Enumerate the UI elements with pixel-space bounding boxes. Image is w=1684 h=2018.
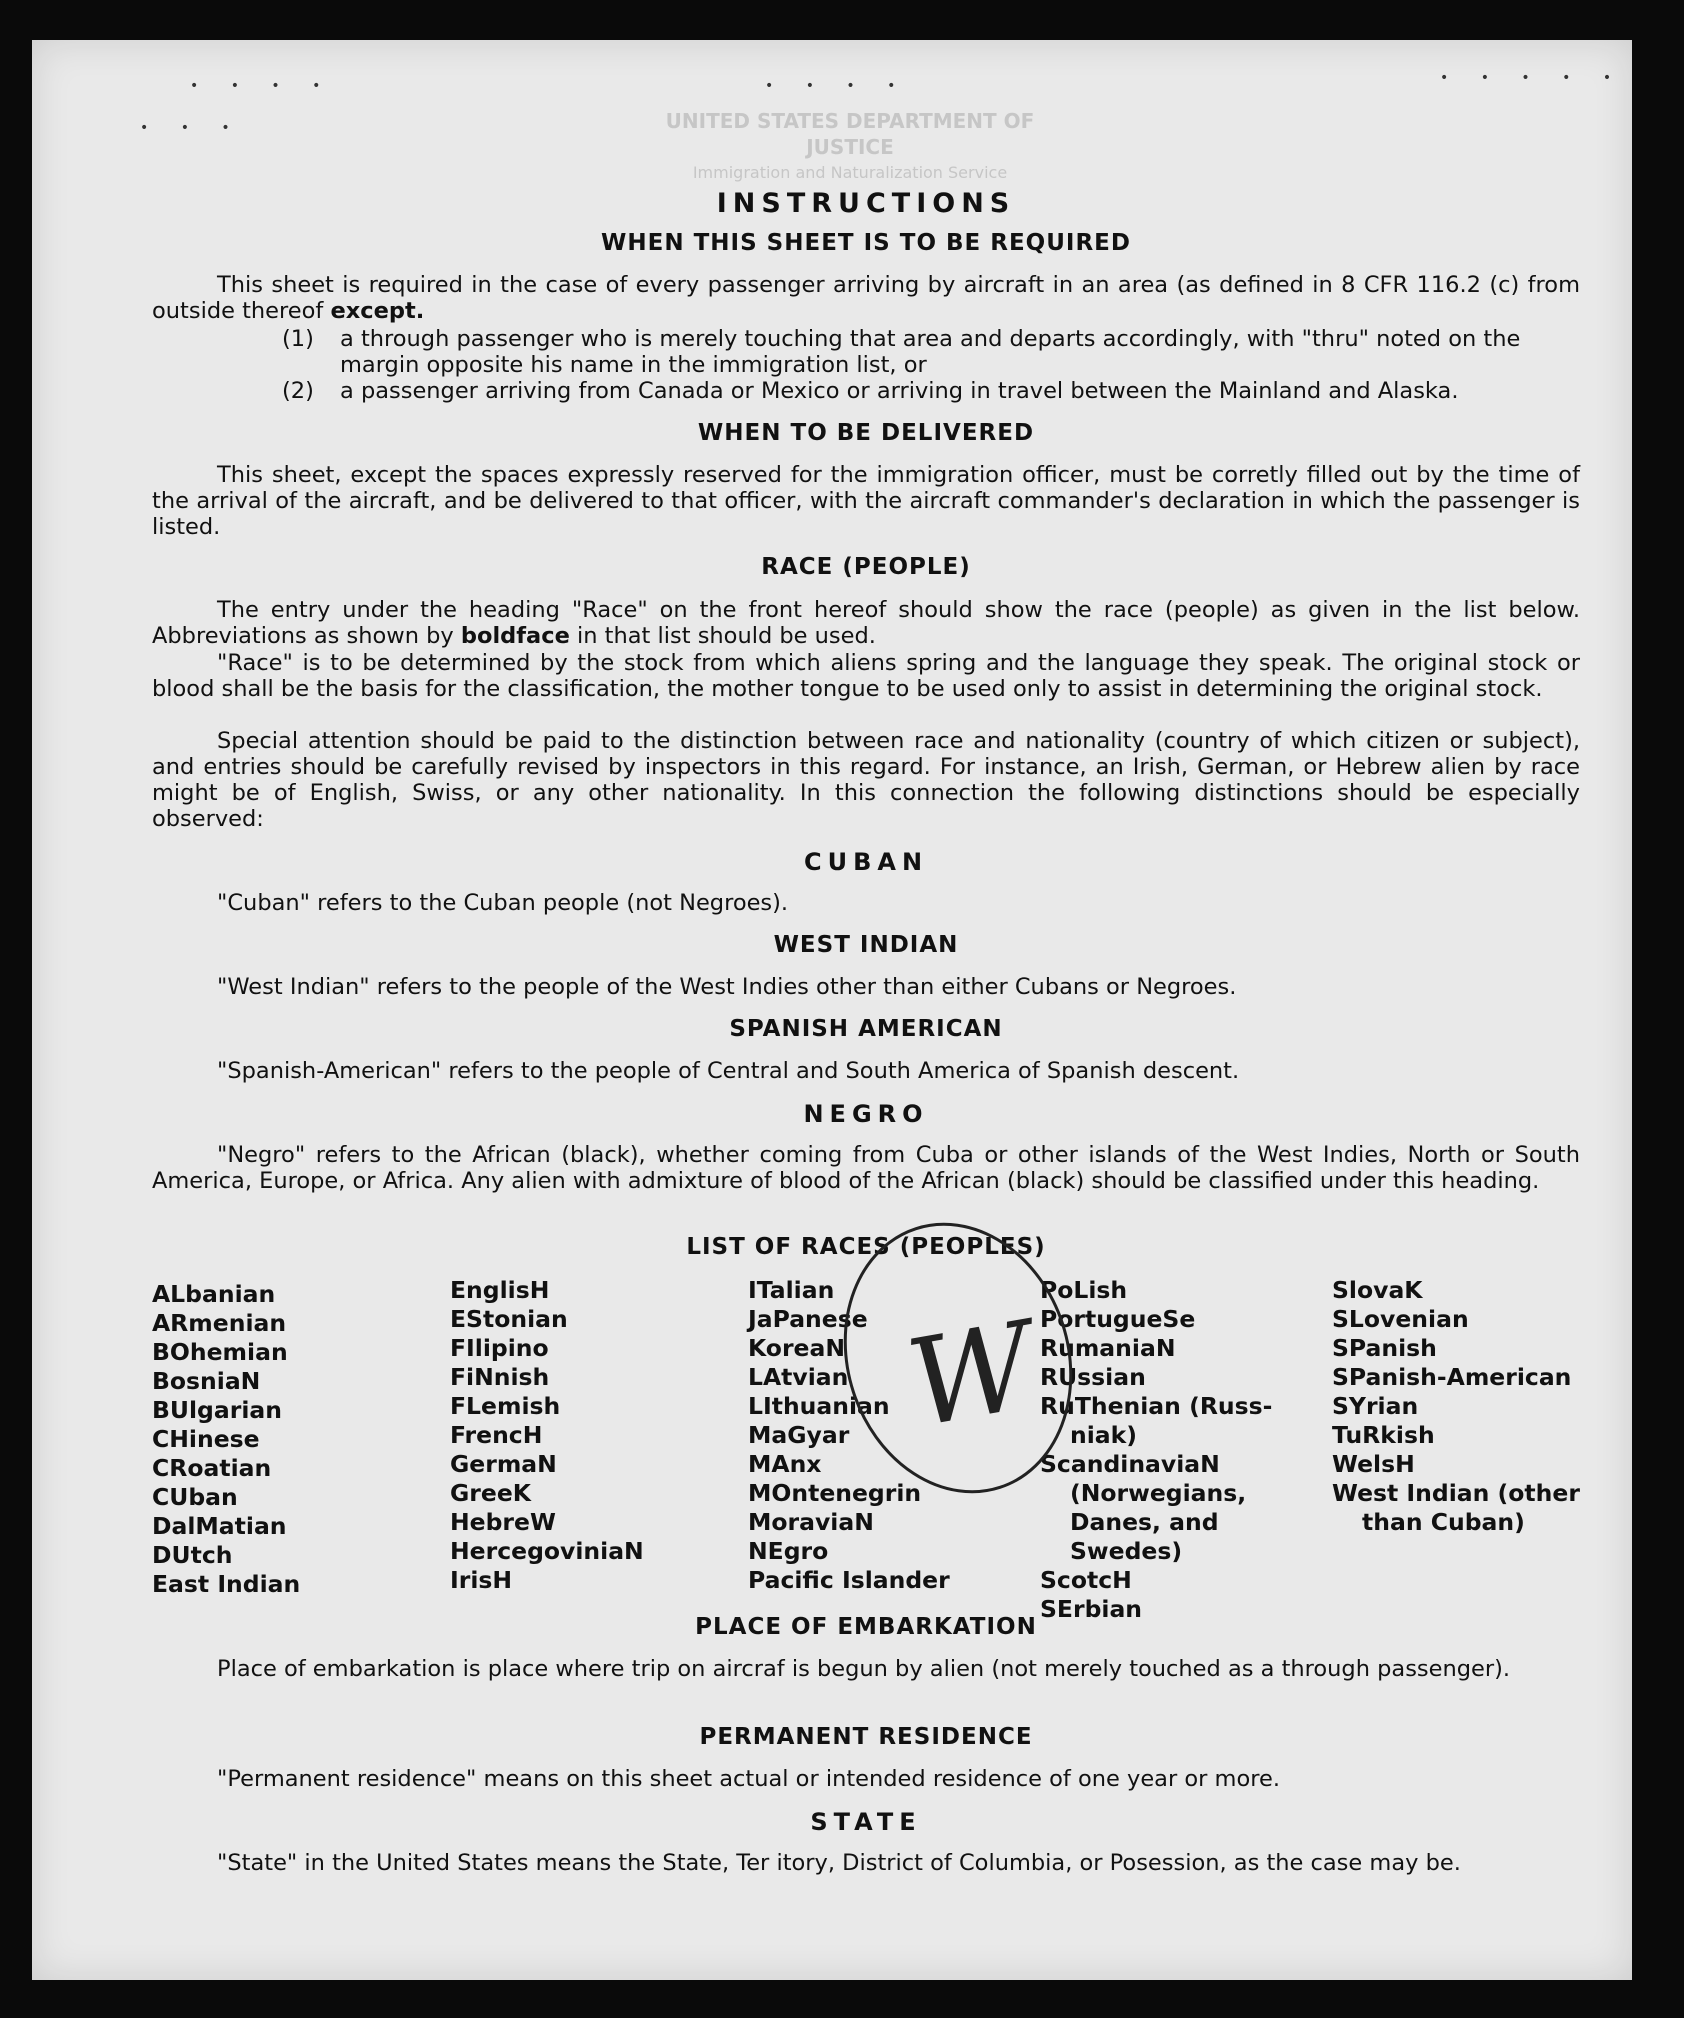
required-intro-bold: except.	[330, 298, 425, 324]
race-list-item: DUtch	[152, 1541, 233, 1569]
race-p1-text-a: The entry under the heading "Race" on the front hereof should show the race (people) as given in the list below. Abbreviations as shown by	[152, 597, 1580, 649]
races-column-5	[1332, 1276, 1580, 1537]
delivered-text: This sheet, except the spaces expressly reserved for the immigration officer, must be corretly filled out by the time of the arrival of the aircraft, and be delivered to that officer, with the aircraft commander's declaration in which the passenger is listed.	[152, 462, 1580, 540]
race-list-item: LAtvian	[748, 1363, 849, 1391]
race-list-item: JaPanese	[748, 1305, 868, 1333]
required-item-2-num: (2)	[282, 378, 314, 404]
race-list-item: Swedes)	[1070, 1537, 1183, 1565]
race-list-item: GermaN	[450, 1450, 557, 1478]
state-text: "State" in the United States means the State, Ter itory, District of Columbia, or Posession, as the case may be.	[217, 1850, 1461, 1876]
race-list-item: RUssian	[1040, 1363, 1146, 1391]
cuban-text: "Cuban" refers to the Cuban people (not Negroes).	[217, 890, 789, 916]
heading-state: STATE	[810, 1808, 922, 1836]
race-list-item: CUban	[152, 1483, 238, 1511]
race-list-item: SlovaK	[1332, 1276, 1423, 1304]
race-list-item: PoLish	[1040, 1276, 1128, 1304]
race-list-item: MOntenegrin	[748, 1479, 922, 1507]
race-list-item: West Indian (other	[1332, 1479, 1580, 1507]
race-list-item: GreeK	[450, 1479, 531, 1507]
required-item-2-text: a passenger arriving from Canada or Mexico or arriving in travel between the Mainland and Alaska.	[340, 378, 1459, 404]
races-column-1	[152, 1280, 300, 1599]
handwritten-circle-mark	[830, 1210, 1090, 1510]
race-list-item: DalMatian	[152, 1512, 287, 1540]
required-intro	[152, 272, 1580, 324]
race-list-item: CHinese	[152, 1425, 260, 1453]
race-list-item: BOhemian	[152, 1338, 288, 1366]
heading-negro: NEGRO	[803, 1100, 929, 1128]
required-intro-text: This sheet is required in the case of every passenger arriving by aircraft in an area (as defined in 8 CFR 116.2 (c) from outside thereof	[152, 272, 1580, 324]
race-list-item: MoraviaN	[748, 1508, 874, 1536]
race-list-item: FLemish	[450, 1392, 561, 1420]
heading-when-required: WHEN THIS SHEET IS TO BE REQUIRED	[601, 230, 1131, 256]
residence-text: "Permanent residence" means on this sheet actual or intended residence of one year or more.	[217, 1766, 1280, 1792]
bleed-through-header	[620, 108, 1080, 186]
race-list-item: niak)	[1070, 1421, 1138, 1449]
scan-specks: • • •	[140, 120, 244, 136]
race-list-item: BosniaN	[152, 1367, 261, 1395]
race-list-item: SErbian	[1040, 1595, 1143, 1623]
negro-text: "Negro" refers to the African (black), whether coming from Cuba or other islands of the West Indies, North or South America, Europe, or Africa. Any alien with admixture of blood of the African (black) should be classified under this heading.	[152, 1142, 1580, 1194]
race-list-item: than Cuban)	[1362, 1508, 1525, 1536]
heading-spanish-american: SPANISH AMERICAN	[729, 1016, 1003, 1042]
scan-specks: • • • •	[190, 78, 335, 94]
race-list-item: (Norwegians,	[1070, 1479, 1247, 1507]
race-list-item: HebreW	[450, 1508, 556, 1536]
race-list-item: East Indian	[152, 1570, 301, 1598]
handwritten-w: W	[898, 1296, 1045, 1455]
embarkation-text: Place of embarkation is place where trip on aircraf is begun by alien (not merely touched as a through passenger).	[217, 1656, 1511, 1682]
race-list-item: ARmenian	[152, 1309, 287, 1337]
scan-specks: • • • • •	[1440, 70, 1626, 86]
race-paragraph-2: "Race" is to be determined by the stock from which aliens spring and the language they speak. The original stock or blood shall be the basis for the classification, the mother tongue to be used only to assist in determining the original stock.	[152, 650, 1580, 702]
heading-race-people: RACE (PEOPLE)	[761, 554, 971, 580]
race-list-item: RumaniaN	[1040, 1334, 1176, 1362]
heading-list-of-races: LIST OF RACES (PEOPLES)	[686, 1234, 1046, 1260]
race-list-item: Pacific Islander	[748, 1566, 950, 1594]
heading-cuban: CUBAN	[803, 848, 929, 876]
race-list-item: FIlipino	[450, 1334, 549, 1362]
race-p1-bold: boldface	[460, 623, 570, 649]
race-list-item: PortugueSe	[1040, 1305, 1196, 1333]
race-list-item: SPanish-American	[1332, 1363, 1572, 1391]
race-list-item: EnglisH	[450, 1276, 550, 1304]
race-list-item: ScotcH	[1040, 1566, 1132, 1594]
race-paragraph-1	[152, 597, 1580, 649]
race-list-item: MaGyar	[748, 1421, 850, 1449]
heading-permanent-residence: PERMANENT RESIDENCE	[699, 1724, 1033, 1750]
scan-specks: • • • •	[765, 78, 910, 94]
heading-place-of-embarkation: PLACE OF EMBARKATION	[695, 1614, 1037, 1640]
heading-west-indian: WEST INDIAN	[773, 932, 959, 958]
race-list-item: CRoatian	[152, 1454, 272, 1482]
race-list-item: ITalian	[748, 1276, 835, 1304]
required-item-1-text: a through passenger who is merely touching that area and departs accordingly, with "thru" noted on the margin opposite his name in the immigration list, or	[340, 326, 1521, 378]
race-list-item: FiNnish	[450, 1363, 550, 1391]
race-list-item: FrencH	[450, 1421, 543, 1449]
race-list-item: SLovenian	[1332, 1305, 1469, 1333]
race-list-item: ScandinaviaN	[1040, 1450, 1220, 1478]
races-column-2	[450, 1276, 644, 1595]
west-indian-text: "West Indian" refers to the people of the West Indies other than either Cubans or Negroes.	[217, 974, 1237, 1000]
race-list-item: SYrian	[1332, 1392, 1419, 1420]
race-list-item: HercegoviniaN	[450, 1537, 644, 1565]
race-list-item: ALbanian	[152, 1280, 276, 1308]
race-list-item: TuRkish	[1332, 1421, 1435, 1449]
race-list-item: MAnx	[748, 1450, 822, 1478]
race-list-item: WelsH	[1332, 1450, 1415, 1478]
spanish-american-text: "Spanish-American" refers to the people of Central and South America of Spanish descent.	[217, 1058, 1240, 1084]
ghost-header-line-2: Immigration and Naturalization Service	[692, 163, 1008, 182]
race-list-item: Danes, and	[1070, 1508, 1219, 1536]
race-list-item: EStonian	[450, 1305, 568, 1333]
race-paragraph-3: Special attention should be paid to the distinction between race and nationality (country of which citizen or subject), and entries should be carefully revised by inspectors in this regard. For instance, an Irish, German, or Hebrew alien by race might be of English, Swiss, or any other nationality. In this connection the following distinctions should be especially observed:	[152, 728, 1580, 832]
race-list-item: BUlgarian	[152, 1396, 282, 1424]
race-list-item: LIthuanian	[748, 1392, 890, 1420]
race-p1-text-b: in that list should be used.	[576, 623, 876, 649]
heading-when-delivered: WHEN TO BE DELIVERED	[697, 420, 1035, 446]
race-list-item: NEgro	[748, 1537, 829, 1565]
race-list-item: KoreaN	[748, 1334, 845, 1362]
required-item-1-num: (1)	[282, 326, 314, 352]
ghost-header-line-1: UNITED STATES DEPARTMENT OF JUSTICE	[665, 109, 1035, 159]
page-title: INSTRUCTIONS	[716, 188, 1016, 219]
race-list-item: SPanish	[1332, 1334, 1437, 1362]
race-list-item: IrisH	[450, 1566, 513, 1594]
race-list-item: RuThenian (Russ-	[1040, 1392, 1273, 1420]
